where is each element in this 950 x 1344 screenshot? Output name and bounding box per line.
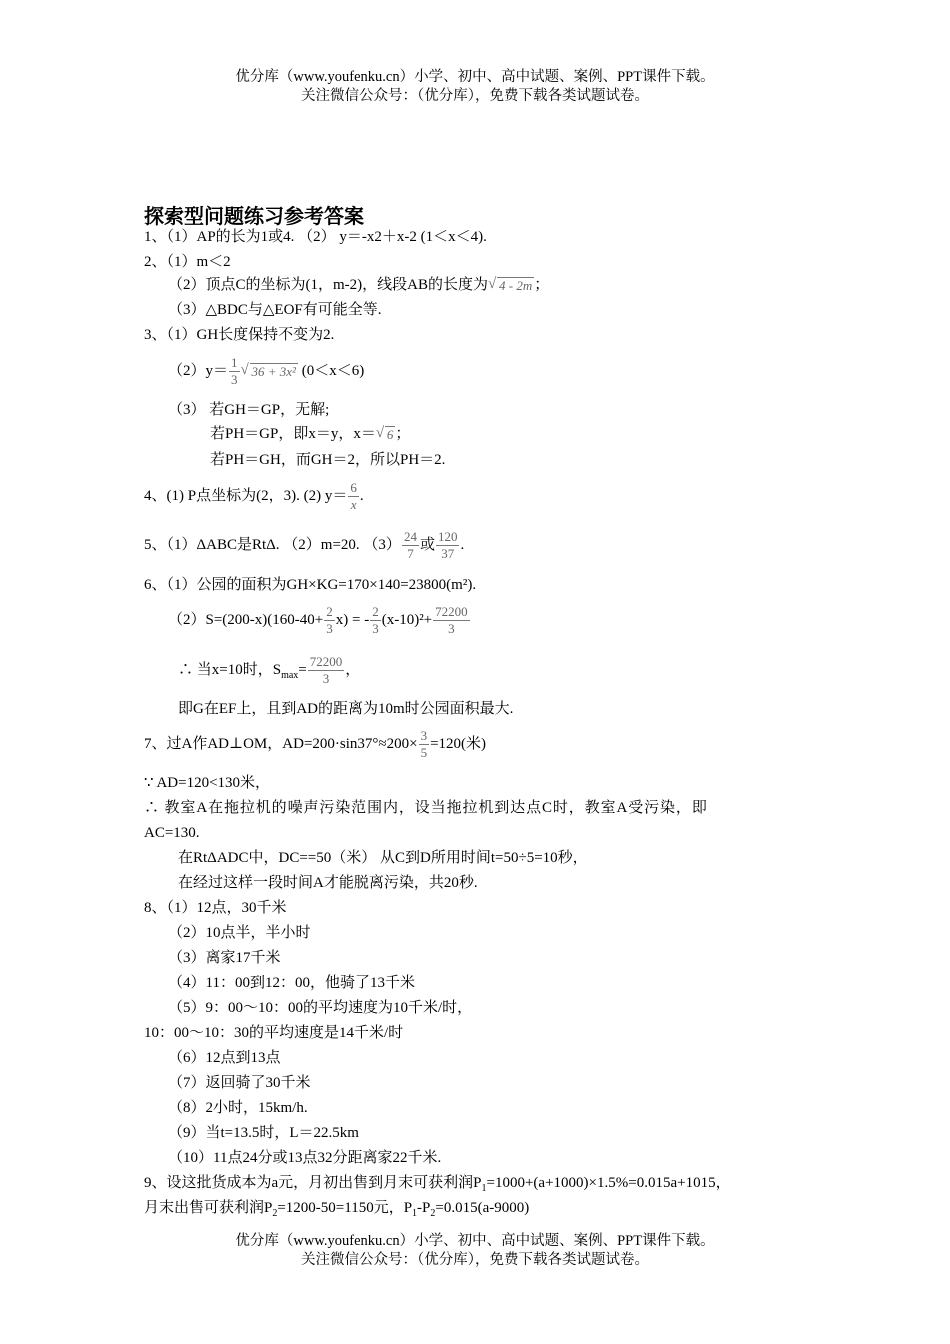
answer-7-3: ∴ 教室A在拖拉机的噪声污染范围内，设当拖拉机到达点C时，教室A受污染，即: [144, 800, 708, 816]
fraction: [402, 529, 419, 562]
radical: [241, 353, 298, 391]
radical: [488, 276, 534, 296]
answer-8-6: （6）12点到13点: [168, 1050, 281, 1066]
denominator: 7: [407, 546, 414, 562]
answer-3-3a: （3） 若GH＝GP，无解;: [168, 402, 330, 418]
fraction: [229, 355, 240, 388]
answer-4-text: 4、(1) P点坐标为(2，3). (2) y＝: [144, 488, 348, 504]
answer-8-4: （4）11：00到12：00，他骑了13千米: [168, 975, 415, 991]
answer-9-2b: =1200-50=1150元，P: [277, 1200, 413, 1216]
answer-5-or: 或: [419, 537, 435, 553]
answer-9-2d: =0.015(a-9000): [435, 1200, 530, 1216]
answer-3-2-end: (0＜x＜6): [297, 363, 365, 379]
fraction: [436, 529, 460, 562]
answer-1: 1、（1）AP的长为1或4. （2） y＝-x2＋x-2 (1＜x＜4).: [144, 229, 487, 245]
denominator: 3: [231, 372, 238, 388]
document-title: 探索型问题练习参考答案: [144, 204, 364, 228]
answer-2-3: （3）△BDC与△EOF有可能全等.: [168, 302, 382, 318]
answer-6-3: [178, 651, 360, 695]
answer-2-2-text: （2）顶点C的坐标为(1，m-2)，线段AB的长度为: [168, 277, 488, 293]
answer-3-2-text: （2）y＝: [168, 363, 229, 379]
answer-4: [144, 477, 364, 515]
footer-line-2: 关注微信公众号：（优分库），免费下载各类试题试卷。: [301, 1252, 649, 1268]
answer-5: [144, 526, 464, 564]
radicand: 6: [386, 426, 394, 442]
fraction: [433, 604, 470, 637]
answer-3-3b: [210, 424, 410, 445]
answer-6-4: 即G在EF上，且到AD的距离为10m时公园面积最大.: [178, 701, 514, 717]
answer-9-2: [144, 1198, 529, 1224]
subscript: 1: [481, 1183, 487, 1194]
fraction: [348, 480, 359, 513]
radical: [376, 425, 396, 445]
denominator: x: [350, 497, 357, 513]
answer-3-3b-end: ；: [395, 426, 411, 442]
answer-6-2c: (x-10)²+: [381, 612, 433, 628]
answer-8-5: （5）9：00～10：00的平均速度为10千米/时，: [168, 1000, 473, 1016]
answer-7-5: 在RtΔADC中，DC==50（米） 从C到D所用时间t=50÷5=10秒，: [178, 850, 588, 866]
answer-9-2c: -P: [417, 1200, 431, 1216]
fraction: [308, 654, 345, 687]
answer-6-3a: ∴ 当x=10时，S: [178, 662, 282, 678]
numerator: 24: [403, 529, 417, 545]
answer-7-1: [144, 725, 486, 763]
numerator: 2: [326, 604, 333, 620]
answer-5-text: 5、（1）ΔABC是RtΔ. （2）m=20. （3）: [144, 537, 401, 553]
answer-7-6: 在经过这样一段时间A才能脱离污染，共20秒.: [178, 875, 478, 891]
answer-6-1: 6、（1）公园的面积为GH×KG=170×140=23800(m²).: [144, 577, 477, 593]
answer-6-2a: （2）S=(200-x)(160-40+: [168, 612, 324, 628]
answer-8-9: （9）当t=13.5时，L＝22.5km: [168, 1125, 359, 1141]
answer-6-2b: x) = -: [335, 612, 370, 628]
answer-7-4: AC=130.: [144, 825, 200, 841]
answer-8-10: （10）11点24分或13点32分距离家22千米.: [168, 1150, 442, 1166]
denominator: 3: [322, 671, 330, 687]
answer-7-2: ∵ AD=120<130米，: [144, 775, 271, 791]
numerator: 72200: [435, 604, 468, 620]
answer-2-1: 2、（1）m＜2: [144, 254, 231, 270]
denominator: 37: [441, 546, 455, 562]
fraction: [324, 604, 335, 637]
fraction: [370, 604, 381, 637]
denominator: 3: [448, 621, 455, 637]
answer-3-3c: 若PH＝GH，而GH＝2，所以PH＝2.: [210, 452, 446, 468]
subscript: 2: [272, 1208, 278, 1219]
denominator: 5: [420, 745, 428, 761]
subscript: 1: [412, 1208, 418, 1219]
header-line-1: 优分库（www.youfenku.cn）小学、初中、高中试题、案例、PPT课件下载。: [235, 69, 715, 85]
page-header: [0, 68, 950, 106]
header-line-2: 关注微信公众号：（优分库），免费下载各类试题试卷。: [301, 88, 649, 104]
subscript: max: [281, 670, 299, 681]
numerator: 2: [372, 604, 379, 620]
answer-9-1a: 9、设这批货成本为a元，月初出售到月末可获利润P: [144, 1175, 482, 1191]
denominator: 3: [326, 621, 333, 637]
answer-9-1b: =1000+(a+1000)×1.5%=0.015a+1015，: [486, 1175, 731, 1191]
radicand: 36 + 3x²: [251, 363, 296, 379]
answer-9-1: [144, 1173, 731, 1199]
answer-8-7: （7）返回骑了30千米: [168, 1075, 311, 1091]
answer-8-2: （2）10点半，半小时: [168, 925, 311, 941]
subscript: 2: [430, 1208, 436, 1219]
page-footer: [0, 1232, 950, 1270]
answer-7-1a: 7、过A作AD⊥OM，AD=200·sin37°≈200×: [144, 736, 418, 752]
answer-4-end: .: [359, 488, 364, 504]
fraction: [419, 728, 430, 761]
answer-6-3b: =: [298, 662, 307, 678]
denominator: 3: [372, 621, 379, 637]
answer-2-2: [168, 275, 549, 296]
numerator: 72200: [309, 654, 343, 670]
radicand: 4 - 2m: [499, 277, 533, 293]
footer-line-1: 优分库（www.youfenku.cn）小学、初中、高中试题、案例、PPT课件下载。: [235, 1233, 715, 1249]
numerator: 120: [437, 529, 458, 545]
answer-6-3c: ，: [345, 662, 361, 678]
numerator: 6: [350, 480, 357, 496]
answer-8-1: 8、（1）12点，30千米: [144, 900, 287, 916]
answer-7-1b: =120(米): [430, 736, 487, 752]
answer-8-5b: 10：00～10：30的平均速度是14千米/时: [144, 1025, 404, 1041]
numerator: 1: [231, 355, 238, 371]
answer-9-2a: 月末出售可获利润P: [144, 1200, 273, 1216]
answer-2-2-end: ；: [534, 277, 550, 293]
answer-8-3: （3）离家17千米: [168, 950, 281, 966]
answer-8-8: （8）2小时，15km/h.: [168, 1100, 308, 1116]
answer-3-3b-text: 若PH＝GP，即x＝y，x＝: [210, 426, 376, 442]
numerator: 3: [420, 728, 428, 744]
answer-3-2: [168, 352, 364, 391]
answer-6-2: [168, 601, 471, 639]
answer-3-1: 3、（1）GH长度保持不变为2.: [144, 327, 335, 343]
answer-5-end: .: [460, 537, 465, 553]
